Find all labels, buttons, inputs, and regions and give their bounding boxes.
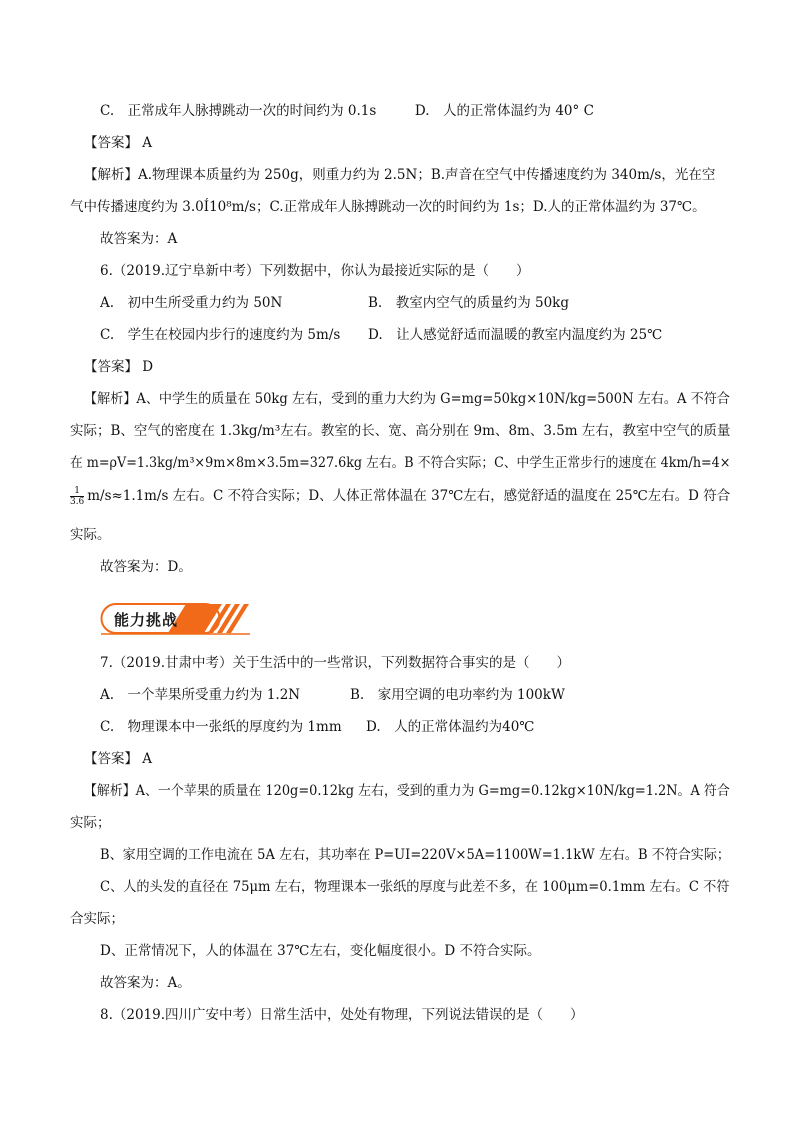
analysis-label: 【解析】 (84, 783, 136, 799)
q7-stem: 7.（2019.甘肃中考）关于生活中的一些常识，下列数据符合事实的是（ ） (100, 655, 571, 671)
q6-analysis-line-4: $\frac{1}{3.6}$ m/s≈1.1m/s 左右。C 不符合实际；D、人体正常体温在 37℃左右，感觉舒适的温度在 25℃左右。D 符合 (70, 486, 731, 507)
q6-analysis-line-2: 实际；B、空气的密度在 1.3kg/m³左右。教室的长、宽、高分别在 9m、8m、3.5m 左右，教室中空气的质量 (70, 423, 731, 439)
q5-analysis-line-1: 【解析】A.物理课本质量约为 250g，则重力约为 2.5N；B.声音在空气中传播速度约为 340m/s，光在空 (84, 167, 716, 183)
answer-label: 【答案】 (84, 359, 138, 375)
q7-analysis-line-3: B、家用空调的工作电流在 5A 左右，其功率在 P=UI=220V×5A=1100W=1.1kW 左右。B 不符合实际； (100, 847, 730, 863)
q5-analysis-line-2: 气中传播速度约为 3.0Í10⁸m/s；C.正常成年人脉搏跳动一次的时间约为 1s；D.人的正常体温约为 37℃。 (70, 199, 706, 215)
q7-option-d: D. 人的正常体温约为40℃ (366, 719, 535, 735)
answer-label: 【答案】 (84, 751, 138, 767)
q7-options-cd (100, 717, 534, 737)
q7-option-a: A. 一个苹果所受重力约为 1.2N (100, 687, 301, 703)
q5-conclusion: 故答案为：A (100, 231, 178, 247)
q5-option-c: C. 正常成年人脉搏跳动一次的时间约为 0.1s (100, 103, 377, 119)
q7-option-c: C. 物理课本中一张纸的厚度约为 1mm (100, 719, 342, 735)
q6-options-ab (100, 293, 569, 313)
q6-option-b: B. 教室内空气的质量约为 50kg (368, 295, 570, 311)
q6-stem: 6.（2019.辽宁阜新中考）下列数据中，你认为最接近实际的是（ ） (100, 263, 530, 279)
q6-conclusion: 故答案为：D。 (100, 559, 192, 575)
q6-option-c: C. 学生在校园内步行的速度约为 5m/s (100, 327, 341, 343)
q6-analysis-line-5: 实际。 (70, 527, 111, 543)
section-banner (100, 601, 260, 637)
q6-options-cd (100, 325, 662, 345)
answer-label: 【答案】 (84, 135, 138, 151)
answer-value: A (142, 135, 153, 151)
q6-answer (84, 357, 153, 377)
answer-value: A (142, 751, 153, 767)
q7-analysis-line-4: C、人的头发的直径在 75μm 左右，物理课本一张纸的厚度与此差不多，在 100μm=0.1mm 左右。C 不符 (100, 879, 730, 895)
q7-conclusion: 故答案为：A。 (100, 975, 191, 991)
q5-answer (84, 133, 152, 153)
q6-analysis-line-3: 在 m=ρV=1.3kg/m³×9m×8m×3.5m=327.6kg 左右。B 不符合实际；C、中学生正常步行的速度在 4km/h=4× (70, 455, 731, 471)
q7-options-ab (100, 685, 565, 705)
q8-stem: 8.（2019.四川广安中考）日常生活中，处处有物理，下列说法错误的是（ ） (100, 1007, 584, 1023)
section-title: 能力挑战 (114, 611, 179, 629)
analysis-label: 【解析】 (84, 167, 138, 183)
q7-analysis-line-1: 【解析】A、一个苹果的质量在 120g=0.12kg 左右，受到的重力为 G=mg=0.12kg×10N/kg=1.2N。A 符合 (84, 783, 730, 799)
q7-analysis-line-6: D、正常情况下，人的体温在 37℃左右，变化幅度很小。D 不符合实际。 (100, 943, 541, 959)
q5-option-d: D. 人的正常体温约为 40° C (414, 103, 594, 119)
q5-options-cd (100, 101, 594, 121)
fraction: $\frac{1}{3.6}$ (70, 486, 85, 507)
analysis-label: 【解析】 (84, 391, 137, 407)
answer-value: D (142, 359, 154, 375)
q6-option-d: D. 让人感觉舒适而温暖的教室内温度约为 25℃ (368, 327, 663, 343)
q7-option-b: B. 家用空调的电功率约为 100kW (350, 687, 565, 703)
q6-option-a: A. 初中生所受重力约为 50N (100, 295, 283, 311)
q6-analysis-line-1: 【解析】A、中学生的质量在 50kg 左右，受到的重力大约为 G=mg=50kg×10N/kg=500N 左右。A 不符合 (84, 391, 730, 407)
q7-analysis-line-5: 合实际； (70, 911, 124, 927)
q7-answer (84, 749, 152, 769)
q7-analysis-line-2: 实际； (70, 815, 111, 831)
